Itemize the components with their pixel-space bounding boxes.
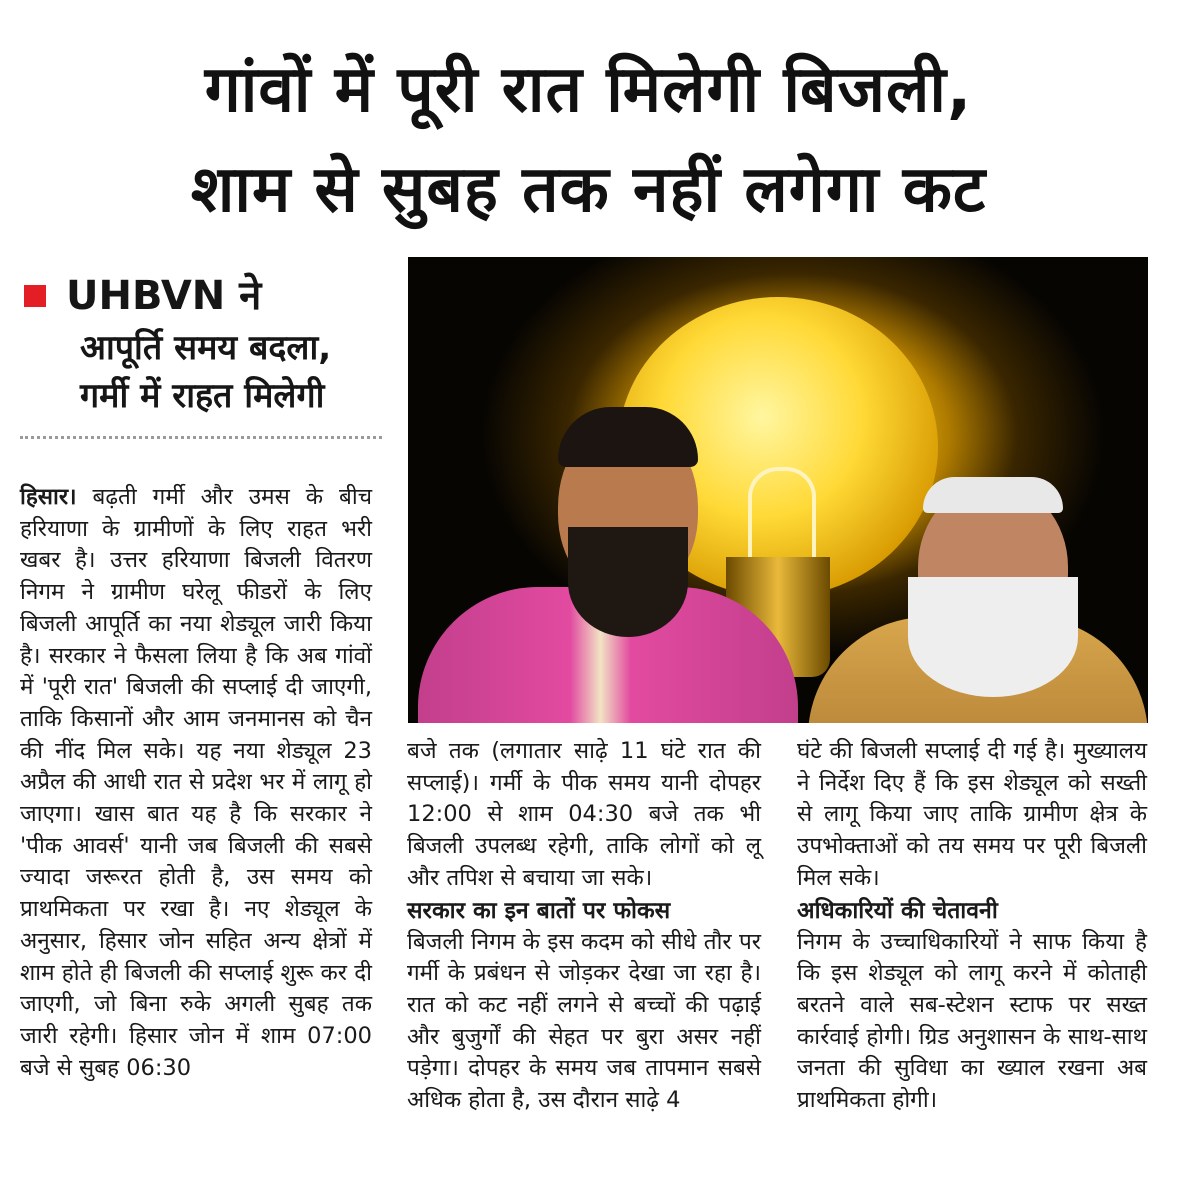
column-2-text-2: बिजली निगम के इस कदम को सीधे तौर पर गर्मी के प्रबंधन से जोड़कर देखा जा रहा है। रात को कट नहीं लगने से बच्चों की पढ़ाई और बुजुर्गों की सेहत पर बुरा असर नहीं पड़ेगा। दोपहर के समय जब तापमान सबसे अधिक होता है, उस दौरान साढ़े 4 bbox=[407, 928, 761, 1114]
article-column-2 bbox=[407, 736, 761, 1117]
subhead-line-3: गर्मी में राहत मिलेगी bbox=[80, 376, 325, 416]
headline bbox=[20, 40, 1157, 240]
article-column-3 bbox=[797, 736, 1147, 1117]
dateline: हिसार। bbox=[20, 484, 77, 510]
red-bullet-icon bbox=[24, 285, 46, 307]
column-2-text: बजे तक (लगातार साढ़े 11 घंटे रात की सप्लाई)। गर्मी के पीक समय यानी दोपहर 12:00 से शाम 04:30 बजे तक भी बिजली उपलब्ध रहेगी, ताकि लोगों को लू और तपिश से बचाया जा सके। bbox=[407, 738, 761, 891]
column-2-subtitle: सरकार का इन बातों पर फोकस bbox=[407, 897, 671, 924]
dotted-divider bbox=[20, 436, 382, 439]
column-3-text: घंटे की बिजली सप्लाई दी गई है। मुख्यालय ने निर्देश दिए हैं कि इस शेड्यूल को सख्ती से लागू किया जाए ताकि ग्रामीण क्षेत्र के उपभोक्ताओं को तय समय पर पूरी बिजली मिल सके। bbox=[797, 738, 1147, 891]
person-photo-right bbox=[808, 257, 1148, 723]
article-column-1 bbox=[20, 482, 372, 1084]
lightbulb-photo bbox=[408, 257, 1148, 723]
subheadline bbox=[22, 268, 382, 420]
subhead-line-2: आपूर्ति समय बदला, bbox=[80, 328, 332, 368]
headline-line-1: गांवों में पूरी रात मिलेगी बिजली, bbox=[204, 53, 973, 127]
column-1-text: बढ़ती गर्मी और उमस के बीच हरियाणा के ग्रामीणों के लिए राहत भरी खबर है। उत्तर हरियाणा बिजली वितरण निगम ने ग्रामीण घरेलू फीडरों के लिए बिजली आपूर्ति का नया शेड्यूल जारी किया है। सरकार ने फैसला लिया है कि अब गांवों में 'पूरी रात' बिजली की सप्लाई दी जाएगी, ताकि किसानों और आम जनमानस को चैन की नींद मिल सके। यह नया शेड्यूल 23 अप्रैल की आधी रात से प्रदेश भर में लागू हो जाएगा। खास बात यह है कि सरकार ने 'पीक आवर्स' यानी जब बिजली की सबसे ज्यादा जरूरत होती है, उस समय को प्राथमिकता पर रखा है। नए शेड्यूल के अनुसार, हिसार जोन सहित अन्य क्षेत्रों में शाम होते ही बिजली की सप्लाई शुरू कर दी जाएगी, जो बिना रुके अगली सुबह तक जारी रहेगी। हिसार जोन में शाम 07:00 बजे से सुबह 06:30 bbox=[20, 484, 372, 1081]
column-3-text-2: निगम के उच्चाधिकारियों ने साफ किया है कि इस शेड्यूल को लागू करने में कोताही बरतने वाले सब-स्टेशन स्टाफ पर सख्त कार्रवाई होगी। ग्रिड अनुशासन के साथ-साथ जनता की सुविधा का ख्याल रखना अब प्राथमिकता होगी। bbox=[797, 928, 1147, 1114]
column-3-subtitle: अधिकारियों की चेतावनी bbox=[797, 897, 998, 924]
headline-line-2: शाम से सुबह तक नहीं लगेगा कट bbox=[190, 153, 987, 227]
person-photo-left bbox=[408, 257, 808, 723]
subhead-brand: UHBVN ने bbox=[66, 273, 262, 319]
